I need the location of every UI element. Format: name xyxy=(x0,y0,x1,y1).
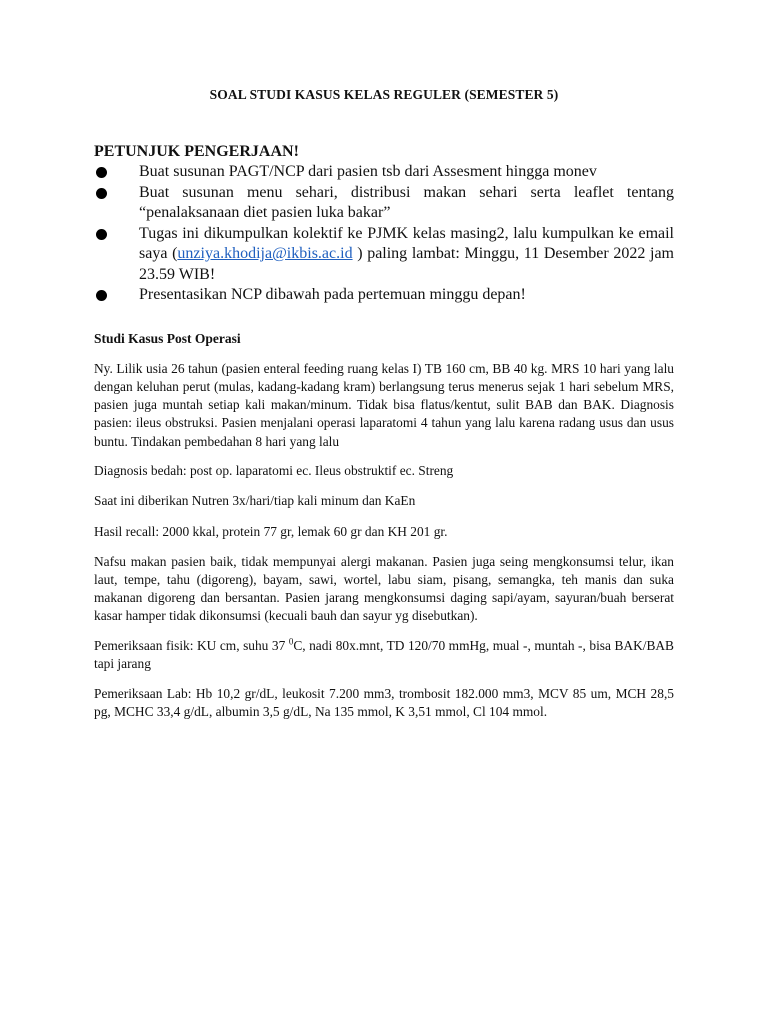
case-lab-exam: Pemeriksaan Lab: Hb 10,2 gr/dL, leukosit 7.200 mm3, trombosit 182.000 mm3, MCV 85 um, MCH 28,5 pg, MCHC 33,4 g/dL, albumin 3,5 g/dL, Na 135 mmol, K 3,51 mmol, Cl 104 mmol. xyxy=(94,686,674,720)
bullet-icon xyxy=(96,229,107,240)
instruction-item xyxy=(94,224,674,286)
bullet-icon xyxy=(96,290,107,301)
case-study-heading: Studi Kasus Post Operasi xyxy=(94,331,241,346)
instruction-item xyxy=(94,285,674,306)
case-paragraph-patient: Ny. Lilik usia 26 tahun (pasien enteral feeding ruang kelas I) TB 160 cm, BB 40 kg. MRS 10 hari yang lalu dengan keluhan perut (mulas, kadang-kadang kram) berlangsung terus menerus sejak 1 hari sebelum MRS, pasien juga muntah setiap kali makan/minum. Tidak bisa flatus/kentut, sulit BAB dan BAK. Diagnosis pasien: ileus obstruksi. Pasien menjalani operasi laparatomi 4 tahun yang lalu karena radang usus dan usus buntu. Tindakan pembedahan 8 hari yang lalu xyxy=(94,360,674,449)
instruction-text: Buat susunan menu sehari, distribusi makan sehari serta leaflet tentang “penalaksanaan diet pasien luka bakar” xyxy=(139,183,674,221)
instruction-text-after-email: ) paling lambat: Minggu, 11 Desember 2022 jam 23.59 WIB! xyxy=(139,245,675,283)
case-recall: Hasil recall: 2000 kkal, protein 77 gr, lemak 60 gr dan KH 201 gr. xyxy=(94,523,448,539)
instruction-item xyxy=(94,183,674,224)
degree-superscript: 0 xyxy=(288,636,294,647)
instruction-text-before-email: Tugas ini dikumpulkan kolektif ke PJMK kelas masing2, lalu kumpulkan ke email saya ( xyxy=(139,224,674,262)
instructions-list xyxy=(94,162,674,306)
instruction-text: Buat susunan PAGT/NCP dari pasien tsb dari Assesment hingga monev xyxy=(139,163,597,180)
instructions-section xyxy=(94,142,674,306)
case-physical-exam xyxy=(94,637,674,673)
case-diagnosis-bedah: Diagnosis bedah: post op. laparatomi ec. Ileus obstruktif ec. Streng xyxy=(94,463,454,479)
email-link[interactable]: unziya.khodija@ikbis.ac.id xyxy=(177,245,353,262)
instruction-text: Presentasikan NCP dibawah pada pertemuan minggu depan! xyxy=(139,286,526,303)
physical-exam-text-before: Pemeriksaan fisik: KU cm, suhu 37 xyxy=(94,638,289,654)
case-appetite: Nafsu makan pasien baik, tidak mempunyai alergi makanan. Pasien juga seing mengkonsumsi telur, ikan laut, tempe, tahu (digoreng), bayam, sawi, wortel, labu siam, pisang, semangka, teh manis dan suka makanan digoreng dan bersantan. Pasien jarang mengkonsumsi daging sapi/ayam, sayuran/buah berserat kasar hamper tidak dikonsumsi (kecuali bauh dan sayur yg disebutkan). xyxy=(94,553,674,624)
bullet-icon xyxy=(96,167,107,178)
instructions-heading: PETUNJUK PENGERJAAN! xyxy=(94,143,299,160)
case-study-section xyxy=(94,330,674,733)
bullet-icon xyxy=(96,188,107,199)
document-title: SOAL STUDI KASUS KELAS REGULER (SEMESTER 5) xyxy=(209,87,559,102)
physical-exam-text-after: C, nadi 80x.mnt, TD 120/70 mmHg, mual -, muntah -, bisa BAK/BAB tapi jarang xyxy=(94,638,674,672)
case-current-feeding: Saat ini diberikan Nutren 3x/hari/tiap kali minum dan KaEn xyxy=(94,493,416,509)
instruction-item xyxy=(94,162,674,183)
